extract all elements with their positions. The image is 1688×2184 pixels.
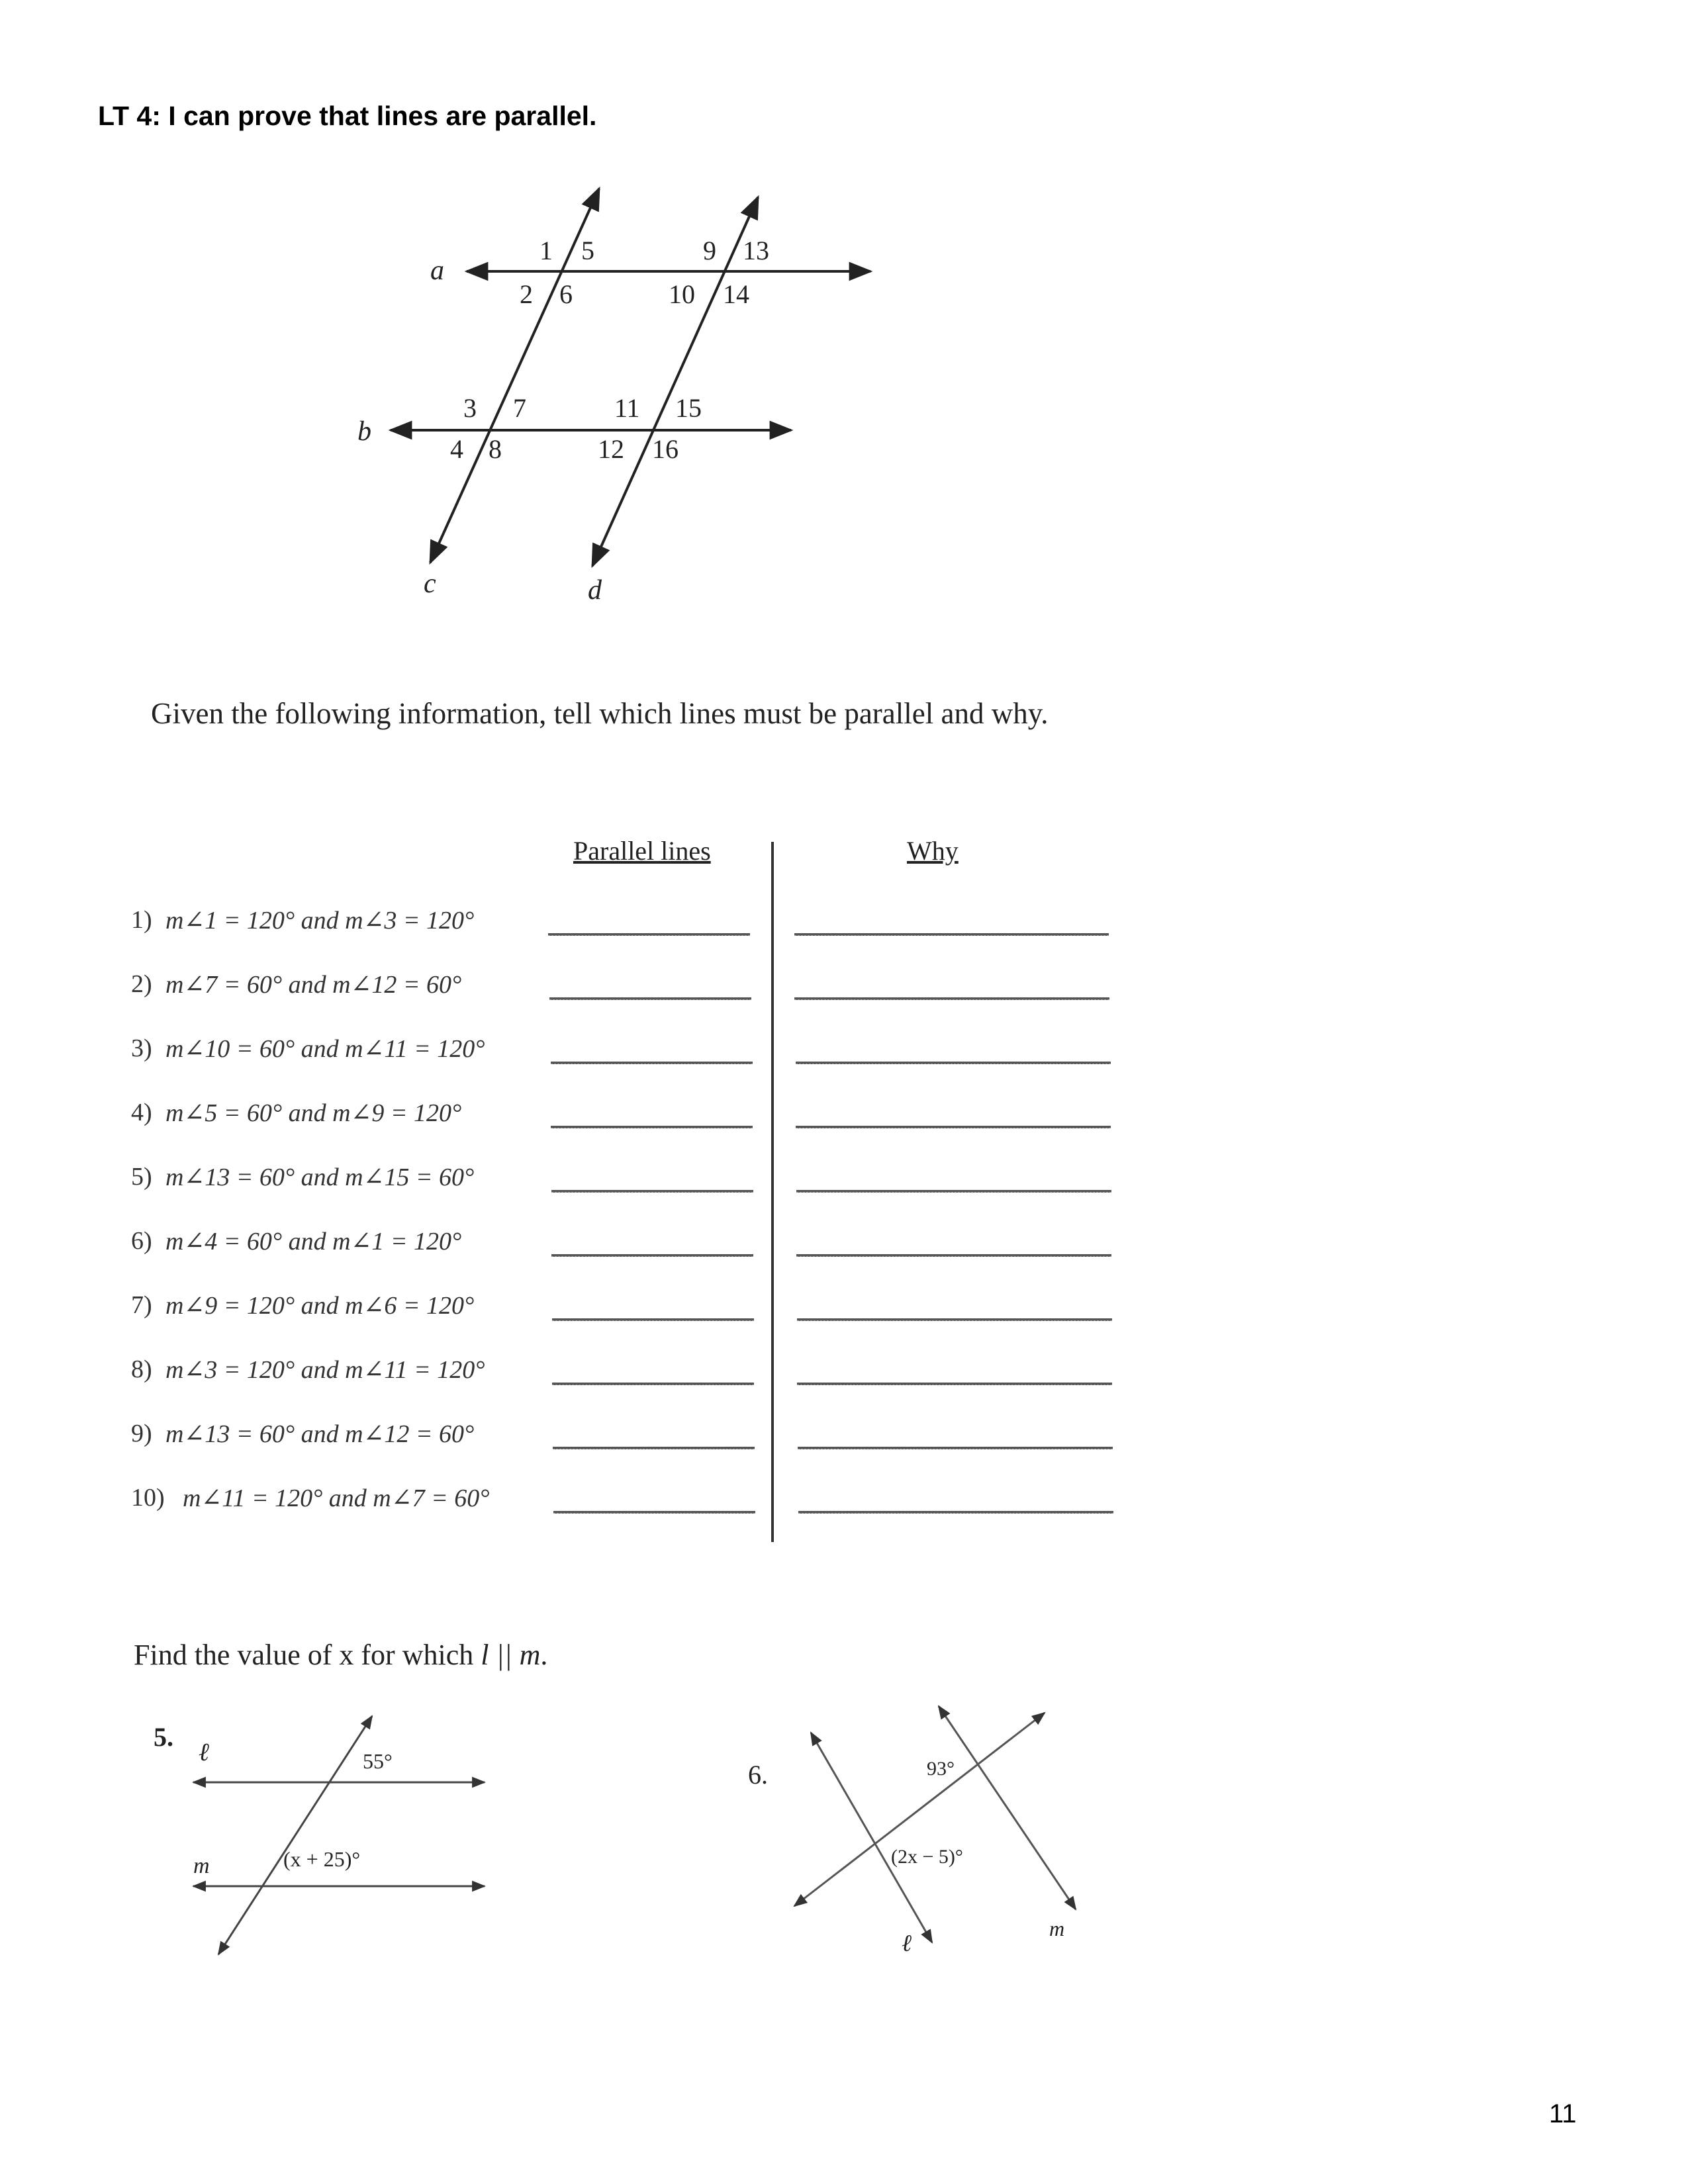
angle-3: 3 [463,393,477,423]
parallel-condition: l || m [481,1639,541,1671]
row-statement: m∠13 = 60° and m∠15 = 60° [165,1163,475,1191]
row-number: 8) [131,1355,152,1383]
angle-15: 15 [675,393,702,423]
row-statement: m∠1 = 120° and m∠3 = 120° [165,907,475,934]
problem-5-line-l: ℓ [199,1739,209,1766]
page-number: 11 [1549,2099,1577,2128]
row-number: 10) [131,1484,165,1512]
row-number: 3) [131,1034,152,1062]
problem-5-line-m: m [193,1854,210,1878]
find-x-period: . [540,1639,548,1671]
angle-8: 8 [489,434,502,464]
instructions: Given the following information, tell which lines must be parallel and why. [151,697,1049,730]
find-x-text: Find the value of x for which [134,1639,474,1671]
row-statement: m∠11 = 120° and m∠7 = 60° [183,1484,490,1512]
angle-16: 16 [652,434,679,464]
row-statement: m∠9 = 120° and m∠6 = 120° [165,1292,475,1320]
column-header-why: Why [907,836,959,866]
problem-6-label-m: m [1049,1917,1065,1940]
angle-10: 10 [669,279,695,309]
problem-6-label-l: ℓ [902,1930,912,1956]
page-title: LT 4: I can prove that lines are parallel. [98,101,597,131]
row-statement: m∠3 = 120° and m∠11 = 120° [165,1356,485,1384]
row-statement: m∠5 = 60° and m∠9 = 120° [165,1099,462,1127]
problem-6-angle-bottom: (2x − 5)° [891,1846,963,1868]
problem-6-line-m [939,1706,1076,1909]
row-number: 9) [131,1420,152,1447]
problem-5-angle-top: 55° [363,1749,393,1773]
angle-13: 13 [743,236,769,265]
row-statement: m∠7 = 60° and m∠12 = 60° [165,971,462,999]
row-number: 5) [131,1163,152,1191]
problem-6-angle-top: 93° [927,1758,955,1780]
angle-5: 5 [581,236,594,265]
angle-9: 9 [703,236,716,265]
angle-4: 4 [450,434,463,464]
angle-11: 11 [614,393,640,423]
problem-5-number: 5. [154,1722,173,1752]
angle-7: 7 [513,393,526,423]
row-number: 2) [131,970,152,998]
angle-1: 1 [539,236,553,265]
label-d: d [588,575,602,606]
problem-6-transversal [794,1713,1045,1906]
row-statement: m∠13 = 60° and m∠12 = 60° [165,1420,475,1448]
angle-14: 14 [723,279,749,309]
problem-5-angle-bottom: (x + 25)° [283,1847,361,1871]
label-b: b [357,416,371,447]
problem-6-number: 6. [748,1760,768,1790]
angle-6: 6 [559,279,573,309]
row-statement: m∠4 = 60° and m∠1 = 120° [165,1228,462,1255]
column-header-parallel-lines: Parallel lines [573,836,711,866]
problem-6-line-l [811,1733,932,1942]
row-statement: m∠10 = 60° and m∠11 = 120° [165,1035,485,1063]
label-c: c [424,569,436,599]
row-number: 4) [131,1099,152,1126]
row-number: 1) [131,906,152,934]
angle-12: 12 [598,434,624,464]
label-a: a [430,255,444,286]
row-number: 7) [131,1291,152,1319]
row-number: 6) [131,1227,152,1255]
angle-2: 2 [520,279,533,309]
